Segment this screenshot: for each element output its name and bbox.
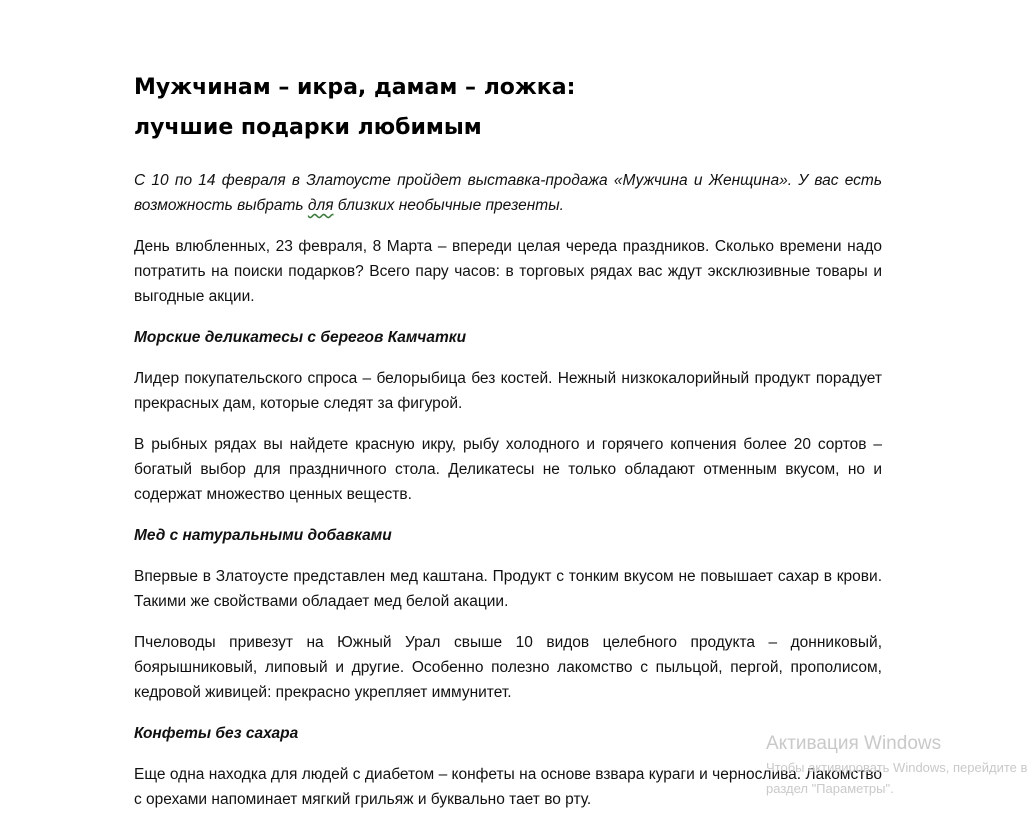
article-title: [134, 68, 882, 148]
watermark-line-2: Чтобы активировать Windows, перейдите в: [766, 760, 1027, 775]
lead-underlined-word: для: [307, 197, 334, 214]
section-heading-candy: Конфеты без сахара: [134, 725, 299, 742]
lead-text-after: близких необычные презенты.: [333, 197, 564, 214]
seafood-paragraph-2: В рыбных рядах вы найдете красную икру, рыбу холодного и горячего копчения более 20 сортов – богатый выбор для праздничного стола. Деликатесы не только обладают отменным вкусом, но и содержат множество ценных веществ.: [134, 436, 882, 503]
honey-paragraph-2: Пчеловоды привезут на Южный Урал свыше 10 видов целебного продукта – донниковый, боярышниковый, липовый и другие. Особенно полезно лакомство с пыльцой, пергой, прополисом, кедровой живицей: прекрасно укрепляет иммунитет.: [134, 634, 882, 701]
section-heading-seafood: Морские деликатесы с берегов Камчатки: [134, 329, 467, 346]
document-page: [134, 68, 882, 812]
lead-paragraph: [134, 168, 882, 218]
candy-paragraph-1: Еще одна находка для людей с диабетом – конфеты на основе взвара кураги и чернослива. Лакомство с орехами напоминает мягкий грильяж и буквально тает во рту.: [134, 766, 882, 808]
seafood-paragraph-1: Лидер покупательского спроса – белорыбица без костей. Нежный низкокалорийный продукт порадует прекрасных дам, которые следят за фигурой.: [134, 370, 882, 412]
intro-paragraph: День влюбленных, 23 февраля, 8 Марта – впереди целая череда праздников. Сколько времени надо потратить на поиски подарков? Всего пару часов: в торговых рядах вас ждут эксклюзивные товары и выгодные акции.: [134, 238, 882, 305]
watermark-title: Активация Windows: [766, 733, 942, 754]
section-heading-honey: Мед с натуральными добавками: [134, 527, 392, 544]
honey-paragraph-1: Впервые в Златоусте представлен мед каштана. Продукт с тонким вкусом не повышает сахар в крови. Такими же свойствами обладает мед белой акации.: [134, 568, 882, 610]
watermark-line-3: раздел "Параметры".: [766, 781, 894, 796]
title-line-2: лучшие подарки любимым: [134, 115, 482, 140]
lead-text-before: С 10 по 14 февраля в Златоусте пройдет выставка-продажа «Мужчина и Женщина». У вас есть возможность выбрать: [134, 172, 882, 214]
title-line-1: Мужчинам – икра, дамам – ложка:: [134, 75, 576, 100]
